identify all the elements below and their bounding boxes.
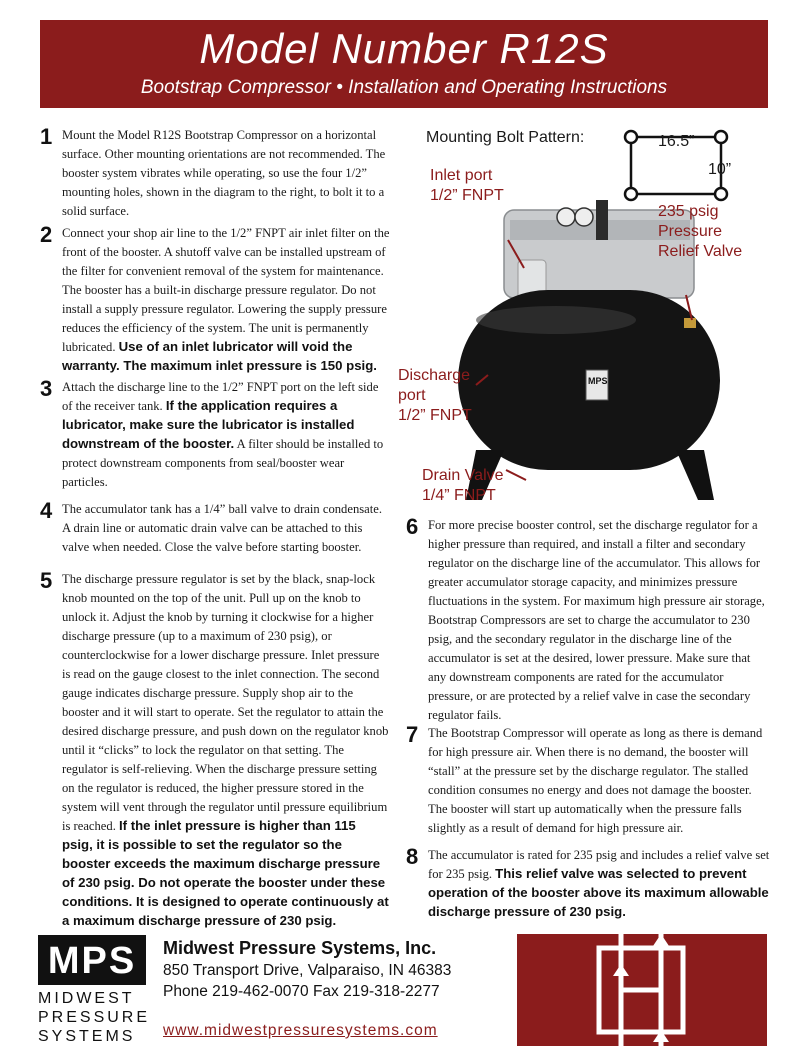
discharge-label-line2: port <box>398 387 426 404</box>
company-name: Midwest Pressure Systems, Inc. <box>163 938 437 958</box>
step-number: 6 <box>406 514 419 539</box>
company-website-link[interactable]: www.midwestpressuresystems.com <box>163 1022 438 1039</box>
inlet-label-line1: Inlet port <box>430 167 493 184</box>
logo-word-1: MIDWEST <box>38 990 135 1007</box>
mounting-bolt-label: Mounting Bolt Pattern: <box>426 129 585 146</box>
step-text-continued: A filter should be installed to protect downstream components from seal/booster wear particles. <box>62 437 384 489</box>
relief-label-line1: 235 psig <box>658 203 719 220</box>
step-warning: This relief valve was selected to prevent operation of the booster above its maximum allowable discharge pressure of 230 psig. <box>428 866 769 919</box>
step-2 <box>40 224 390 376</box>
dimension-width: 16.5” <box>658 133 695 150</box>
step-number: 4 <box>40 498 53 523</box>
mps-logo <box>38 935 151 1046</box>
mps-logo-mark: MPS <box>38 935 146 985</box>
step-4 <box>40 500 390 557</box>
step-warning: If the application requires a lubricator, make sure the lubricator is installed downstream of the booster. <box>62 398 355 451</box>
step-number: 3 <box>40 376 53 401</box>
relief-label-line3: Relief Valve <box>658 243 743 260</box>
step-text: The accumulator tank has a 1/4” ball valve to drain condensate. A drain line or automatic drain valve can be attached to this valve when needed. Close the valve before starting booster. <box>62 502 382 554</box>
mps-logo-words <box>38 989 151 1046</box>
step-number: 5 <box>40 568 53 593</box>
compressor-figure <box>396 120 776 505</box>
tank-logo: MPS <box>588 376 608 386</box>
step-5 <box>40 570 390 931</box>
step-7 <box>406 724 770 838</box>
step-number: 2 <box>40 222 53 247</box>
dimension-depth: 10” <box>708 161 732 178</box>
drain-valve-label <box>422 466 504 506</box>
step-text: Connect your shop air line to the 1/2” FNPT air inlet filter on the front of the booster. A shutoff valve can be installed upstream of the filter for convenient removal of the system for maintenance. The booster has a built-in discharge pressure regulator. Do not install a supply pressure regulator. Lowering the supply pressure reduces the efficiency of the system. The unit is permanently lubricated. <box>62 226 390 354</box>
inlet-port-label <box>430 166 504 206</box>
inlet-label-line2: 1/2” FNPT <box>430 187 504 204</box>
logo-word-2: PRESSURE <box>38 1009 151 1026</box>
step-warning: Use of an inlet lubricator will void the warranty. The maximum inlet pressure is 150 psig. <box>62 339 377 373</box>
step-text: The Bootstrap Compressor will operate as long as there is demand for high pressure air. When there is no demand, the booster will “stall” at the pressure set by the discharge regulator. The stalled condition consumes no energy and does not damage the booster. The booster will start up automatically when the pressure falls slightly as a result of demand for high pressure air. <box>428 726 763 835</box>
step-number: 7 <box>406 722 419 747</box>
step-text: For more precise booster control, set the discharge regulator for a higher pressure than required, and install a filter and secondary regulator on the discharge line of the accumulator. This allows for greater accumulator storage capacity, and minimizes pressure fluctuations in the system. For maximum high pressure air storage, Bootstrap Compressors are set to charge the accumulator to 230 psig, and the secondary regulator in the discharge line of the accumulator is set at the desired, lower pressure. Make sure that any downstream components are rated for the accumulator pressure, or are protected by a relief valve in case the secondary regulator fails. <box>428 518 765 722</box>
step-6 <box>406 516 770 725</box>
page-title: Model Number R12S <box>199 25 609 72</box>
discharge-label-line3: 1/2” FNPT <box>398 407 472 424</box>
discharge-label-line1: Discharge <box>398 367 471 384</box>
discharge-port-label <box>398 366 472 426</box>
company-info <box>163 936 451 1041</box>
drain-label-line2: 1/4” FNPT <box>422 487 496 504</box>
step-number: 1 <box>40 124 53 149</box>
step-8 <box>406 846 770 922</box>
relief-label-line2: Pressure <box>658 223 723 240</box>
step-number: 8 <box>406 844 419 869</box>
step-warning: If the inlet pressure is higher than 115 psig, it is possible to set the regulator so the booster exceeds the maximum discharge pressure of 230 psig. Do not operate the booster under these conditions. It is designed to operate continuously at a maximum discharge pressure of 230 psig. <box>62 818 389 928</box>
logo-word-3: SYSTEMS <box>38 1028 136 1045</box>
company-phone: Phone 219-462-0070 Fax 219-318-2277 <box>163 983 440 1000</box>
step-text: The accumulator is rated for 235 psig and includes a relief valve set for 235 psig. <box>428 848 770 881</box>
step-text: Attach the discharge line to the 1/2” FNPT port on the left side of the receiver tank. <box>62 380 379 413</box>
step-text: The discharge pressure regulator is set by the black, snap-lock knob mounted on the top of the unit. Pull up on the knob to unlock it. Adjust the knob by turning it clockwise for a higher discharge pressure (up to a maximum of 230 psig), or counterclockwise for a lower discharge pressure. Inlet pressure is read on the gauge closest to the inlet connection. The second gauge indicates discharge pressure. Supply shop air to the booster and it will start to operate. Set the regulator to attain the desired discharge pressure, and push down on the regulator knob until it “clicks” to lock the regulator on that setting. The regulator is self-relieving. When the discharge pressure setting on the regulator is reduced, the higher pressure stored in the system will vent through the regulator until pressure equilibrium is reached. <box>62 572 389 833</box>
company-address: 850 Transport Drive, Valparaiso, IN 46383 <box>163 962 452 979</box>
step-text: Mount the Model R12S Bootstrap Compressor on a horizontal surface. Other mounting orientations are not recommended. The booster system vibrates while operating, so use the four 1/2” mounting holes, shown in the diagram to the right, to bolt it to a solid surface. <box>62 128 386 218</box>
h-logo-badge <box>517 934 767 1046</box>
relief-valve-label <box>658 202 742 262</box>
page-subtitle: Bootstrap Compressor • Installation and Operating Instructions <box>140 77 668 98</box>
step-3 <box>40 378 390 492</box>
h-logo-icon <box>517 934 767 1046</box>
drain-label-line1: Drain Valve <box>422 467 504 484</box>
step-1 <box>40 126 390 221</box>
title-banner <box>40 20 768 108</box>
